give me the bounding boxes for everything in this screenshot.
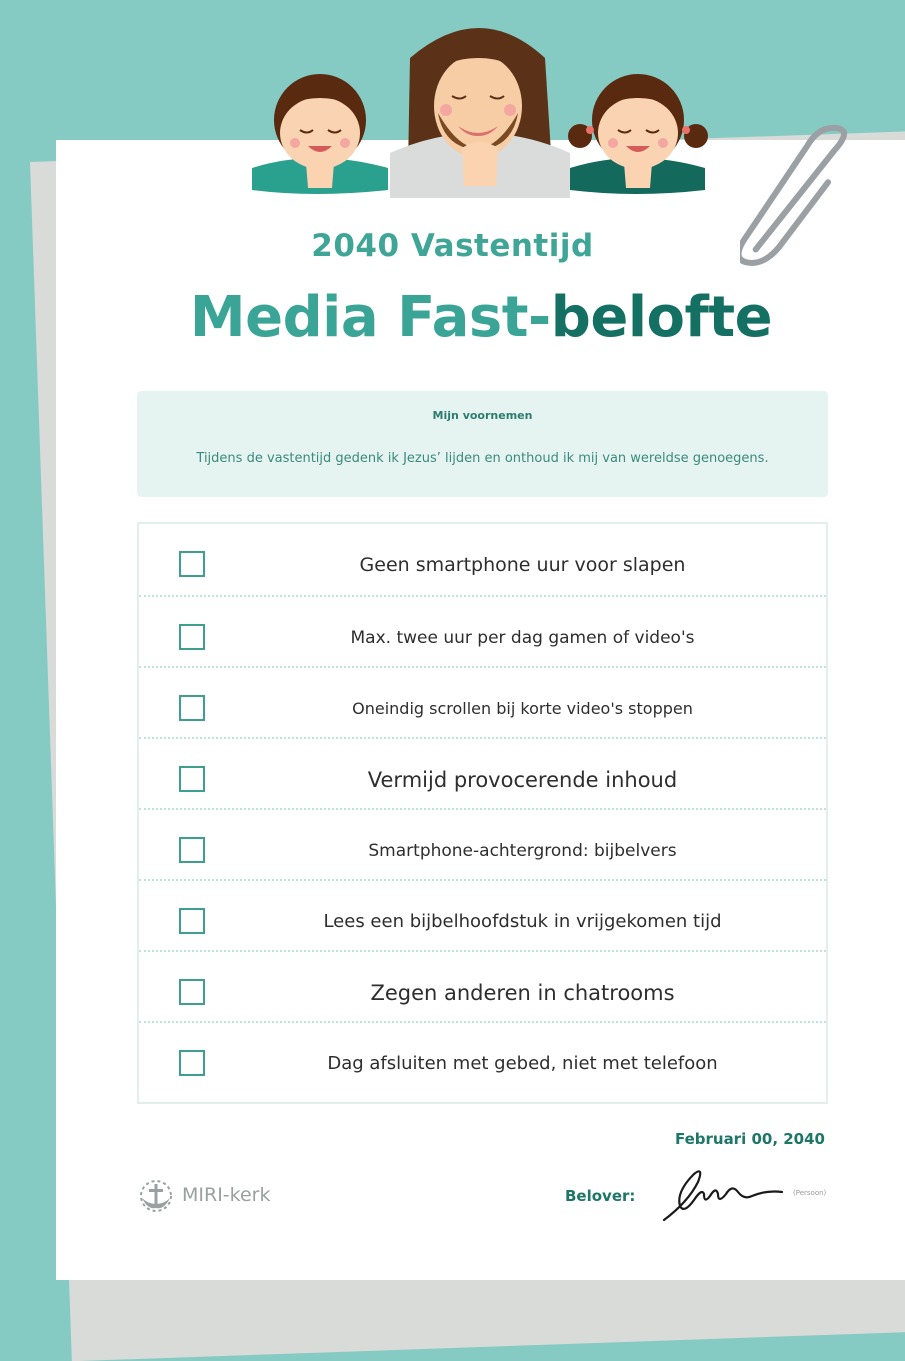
belover-label: Belover: <box>565 1187 636 1205</box>
praying-children-illustration <box>240 18 720 198</box>
date-text: Februari 00, 2040 <box>674 1130 825 1148</box>
checklist-item-label: Zegen anderen in chatrooms <box>370 981 675 1005</box>
checklist-item-label: Geen smartphone uur voor slapen <box>359 554 686 576</box>
intention-box <box>137 391 828 497</box>
checklist-row <box>139 595 826 668</box>
checkbox[interactable] <box>179 766 205 792</box>
checkbox[interactable] <box>179 1050 205 1076</box>
checklist-item-label: Smartphone-achtergrond: bijbelvers <box>368 841 677 861</box>
checklist-item-label: Lees een bijbelhoofdstuk in vrijgekomen tijd <box>323 911 722 932</box>
checkbox[interactable] <box>179 837 205 863</box>
checklist-row <box>139 666 826 739</box>
checklist-row <box>139 950 826 1023</box>
checklist-row <box>139 737 826 810</box>
checklist-row <box>139 524 826 595</box>
checkbox[interactable] <box>179 624 205 650</box>
checklist-row <box>139 808 826 881</box>
church-logo-icon <box>138 1178 174 1212</box>
checkbox[interactable] <box>179 695 205 721</box>
checklist-item-label: Oneindig scrollen bij korte video's stoppen <box>352 699 693 718</box>
checkbox[interactable] <box>179 551 205 577</box>
intention-label: Mijn voornemen <box>432 409 533 422</box>
checkbox[interactable] <box>179 979 205 1005</box>
church-logo <box>138 1178 271 1212</box>
title-part-1: Media Fast- <box>189 285 551 350</box>
persoon-label: (Persoon) <box>793 1189 827 1197</box>
checklist-row <box>139 879 826 952</box>
checkbox[interactable] <box>179 908 205 934</box>
intention-text: Tijdens de vastentijd gedenk ik Jezus’ lijden en onthoud ik mij van wereldse genoegens. <box>196 451 769 466</box>
checklist-row <box>139 1021 826 1094</box>
checklist-item-label: Vermijd provocerende inhoud <box>367 768 678 792</box>
pledge-checklist <box>137 522 828 1104</box>
signature <box>658 1160 786 1226</box>
page-title <box>0 285 905 350</box>
title-part-2: belofte <box>550 285 773 350</box>
subtitle: 2040 Vastentijd <box>311 228 594 264</box>
checklist-item-label: Max. twee uur per dag gamen of video's <box>350 628 695 648</box>
church-name: MIRI-kerk <box>182 1184 271 1206</box>
checklist-item-label: Dag afsluiten met gebed, niet met telefoon <box>327 1053 718 1074</box>
